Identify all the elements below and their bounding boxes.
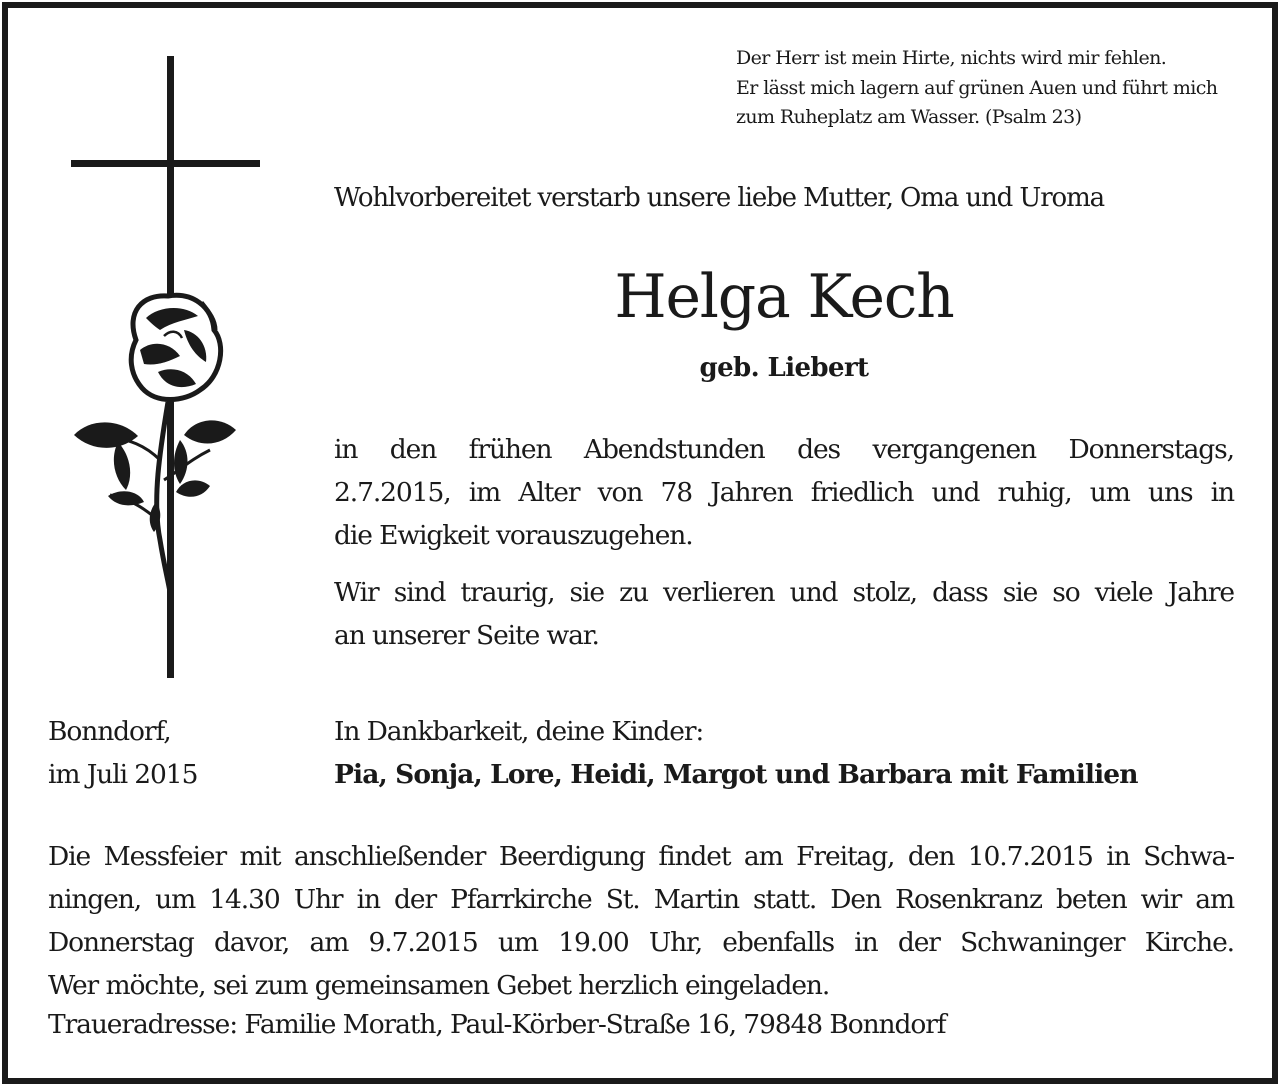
deceased-name: Helga Kech	[614, 262, 954, 332]
children-names: Pia, Sonja, Lore, Heidi, Margot und Barbara mit Familien	[334, 759, 1138, 790]
birth-name: geb. Liebert	[699, 353, 869, 383]
psalm-line: Der Herr ist mein Hirte, nichts wird mir fehlen.	[736, 47, 1167, 69]
thanks-label: In Dankbarkeit, deine Kinder:	[334, 716, 704, 747]
paragraph-line: Wer möchte, sei zum gemeinsamen Gebet herzlich eingeladen.	[48, 970, 830, 1001]
paragraph-line: Donnerstag davor, am 9.7.2015 um 19.00 Uhr, ebenfalls in der Schwaninger Kirche.	[48, 927, 1234, 958]
psalm-quote	[736, 44, 1217, 133]
death-paragraph	[334, 428, 1234, 557]
paragraph-line: Wir sind traurig, sie zu verlieren und stolz, dass sie so viele Jahre	[334, 577, 1234, 608]
intro-text: Wohlvorbereitet verstarb unsere liebe Mutter, Oma und Uroma	[334, 183, 1105, 213]
thanks-block	[334, 710, 1138, 796]
psalm-line: Er lässt mich lagern auf grünen Auen und führt mich	[736, 76, 1218, 99]
mourning-address: Traueradresse: Familie Morath, Paul-Körber-Straße 16, 79848 Bonndorf	[48, 1009, 946, 1040]
paragraph-line: Die Messfeier mit anschließender Beerdigung findet am Freitag, den 10.7.2015 in Schwa-	[48, 841, 1234, 872]
place-date: im Juli 2015	[48, 759, 198, 790]
place-and-date	[48, 710, 197, 796]
paragraph-line: die Ewigkeit vorauszugehen.	[334, 520, 693, 551]
paragraph-line: an unserer Seite war.	[334, 620, 599, 651]
rose-icon	[74, 295, 236, 592]
place-city: Bonndorf,	[48, 716, 171, 747]
sentiment-paragraph	[334, 571, 1234, 657]
psalm-line: zum Ruheplatz am Wasser. (Psalm 23)	[736, 106, 1082, 128]
paragraph-line: ningen, um 14.30 Uhr in der Pfarrkirche St. Martin statt. Den Rosenkranz beten wir am	[48, 884, 1234, 915]
service-paragraph	[48, 835, 1234, 1007]
paragraph-line: 2.7.2015, im Alter von 78 Jahren friedlich und ruhig, um uns in	[334, 477, 1234, 508]
paragraph-line: in den frühen Abendstunden des vergangenen Donnerstags,	[334, 434, 1234, 465]
